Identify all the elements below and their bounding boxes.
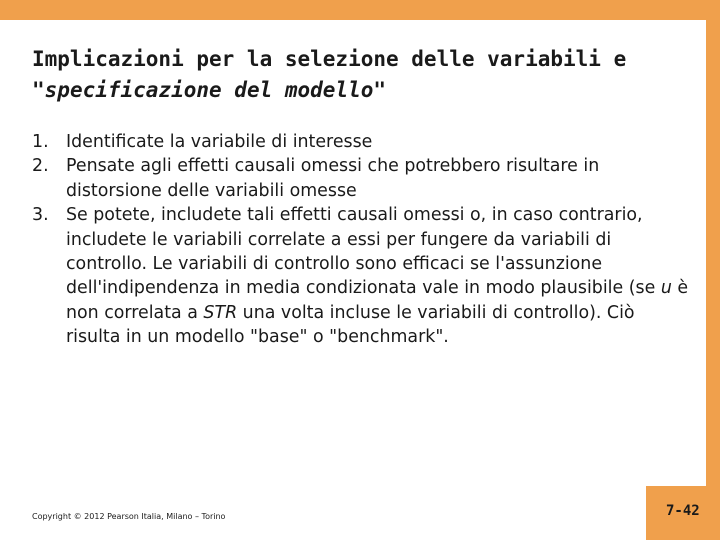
title-line-1: Implicazioni per la selezione delle variabili e <box>32 47 627 71</box>
list-text-part-2: è non correlata a <box>66 278 689 323</box>
variable-str: STR <box>203 302 238 323</box>
list-number: 2. <box>32 156 49 177</box>
title-close-quote: " <box>373 78 387 102</box>
top-accent-bar <box>0 0 720 20</box>
list-item <box>32 203 692 349</box>
list-text: Pensate agli effetti causali omessi che potrebbero risultare in distorsione delle variabili omesse <box>66 156 600 201</box>
copyright-notice: Copyright © 2012 Pearson Italia, Milano – Torino <box>32 512 226 521</box>
numbered-list <box>32 130 692 350</box>
list-text: Identificate la variabile di interesse <box>66 132 373 152</box>
title-italic: specificazione del modello <box>44 78 374 102</box>
list-number: 1. <box>32 132 49 152</box>
title-open-quote: " <box>32 78 45 102</box>
list-item <box>32 154 692 203</box>
list-number: 3. <box>32 205 49 226</box>
slide-title <box>32 44 692 106</box>
list-text-part-3: una volta incluse le variabili di controllo). Ciò risulta in un modello "base" o "benchmark". <box>66 302 635 348</box>
variable-u: u <box>660 278 672 299</box>
right-accent-bar <box>706 0 720 540</box>
list-item <box>32 130 692 154</box>
list-text-part-1: Se potete, includete tali effetti causali omessi o, in caso contrario, includete le variabili correlate a essi per fungere da variabili di controllo. Le variabili di controllo sono efficaci se l'assunzione dell'indipendenza in media condizionata vale in modo plausibile (se <box>66 205 661 299</box>
page-number: 7-42 <box>666 503 700 519</box>
